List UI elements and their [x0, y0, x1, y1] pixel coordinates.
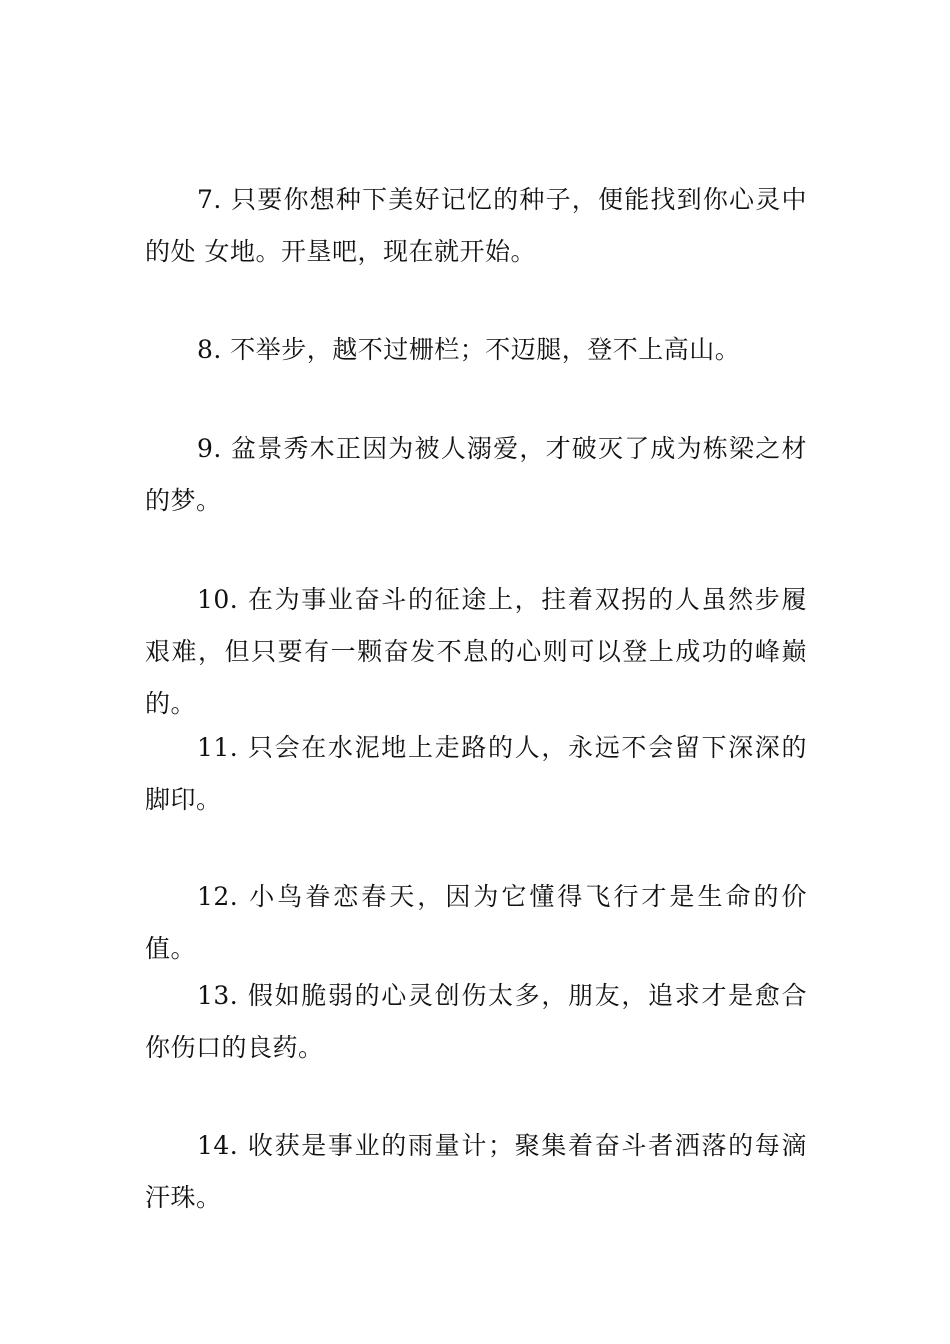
quote-paragraph-12: 12. 小鸟眷恋春天，因为它懂得飞行才是生命的价值。	[145, 882, 807, 963]
quote-paragraph-7: 7. 只要你想种下美好记忆的种子，便能找到你心灵中的处 女地。开垦吧，现在就开始。	[145, 185, 807, 266]
quote-paragraph-11: 11. 只会在水泥地上走路的人，永远不会留下深深的脚印。	[145, 733, 807, 814]
quote-paragraph-8: 8. 不举步，越不过栅栏；不迈腿，登不上高山。	[197, 335, 741, 364]
quote-paragraph-13: 13. 假如脆弱的心灵创伤太多，朋友，追求才是愈合你伤口的良药。	[145, 981, 807, 1062]
quote-paragraph-9: 9. 盆景秀木正因为被人溺爱，才破灭了成为栋梁之材的梦。	[145, 434, 807, 515]
quote-paragraph-14: 14. 收获是事业的雨量计；聚集着奋斗者洒落的每滴汗珠。	[145, 1131, 807, 1212]
quote-paragraph-10: 10. 在为事业奋斗的征途上，拄着双拐的人虽然步履艰难，但只要有一颗奋发不息的心则可以登上成功的峰巅的。	[145, 585, 807, 718]
